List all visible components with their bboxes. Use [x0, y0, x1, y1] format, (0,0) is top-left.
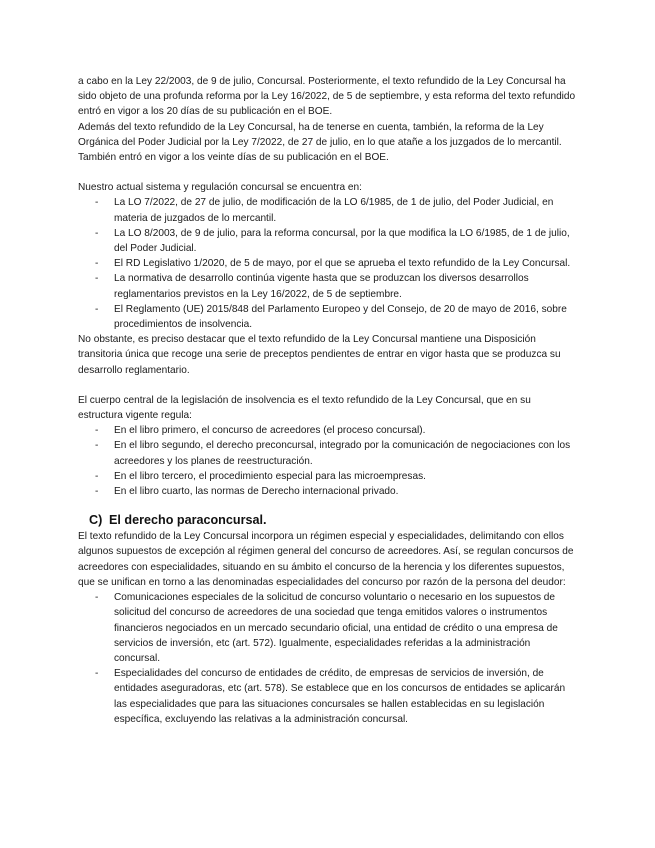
list-item: - Comunicaciones especiales de la solicitud de concurso voluntario o necesario en los supuestos de solicitud del concurso de acreedores de una sociedad que tenga emitidos valores o instrumentos financieros negociados en un mercado secundario oficial, una entidad de crédito o una empresa de servicios de inversión, etc (art. 572). Igualmente, especialidades referidas a la administración concursal.	[95, 592, 558, 664]
bullet-dash: -	[95, 592, 99, 604]
list-item: - La normativa de desarrollo continúa vigente hasta que se produzcan los diversos desarrollos reglamentarios previstos en la Ley 16/2022, de 5 de septiembre.	[95, 273, 529, 300]
bullet-dash: -	[95, 668, 99, 680]
bullet-dash: -	[95, 470, 99, 482]
section-heading	[78, 511, 578, 529]
document-body	[78, 74, 578, 727]
list-item: - La LO 8/2003, de 9 de julio, para la reforma concursal, por la que modifica la LO 6/1985, de 1 de julio, del Poder Judicial.	[95, 227, 570, 255]
list-item: - En el libro cuarto, las normas de Derecho internacional privado.	[78, 484, 578, 499]
bullet-dash: -	[95, 273, 99, 285]
bullet-dash: -	[95, 303, 99, 315]
section-paragraph: El texto refundido de la Ley Concursal incorpora un régimen especial y especialidades, delimitando con ellos algunos supuestos de excepción al régimen general del concurso de acreedores. Así, se regulan concursos de acreedores con especialidades, situando en su ámbito el concurso de la herencia y los diferentes supuestos, que se unifican en torno a las denominadas especialidades del concurso por razón de la persona del deudor:	[78, 531, 574, 588]
intro-paragraph-1: a cabo en la Ley 22/2003, de 9 de julio, Concursal. Posteriormente, el texto refundido de la Ley Concursal ha sido objeto de una profunda reforma por la Ley 16/2022, de 5 de septiembre, y esta reforma del texto refundido entró en vigor a los 20 días de su publicación en el BOE.	[78, 76, 576, 118]
list-item: - Especialidades del concurso de entidades de crédito, de empresas de servicios de inversión, de entidades aseguradoras, etc (art. 578). Se establece que en los concursos de entidades se aplicarán las especialidades que para las situaciones concursales se hallen establecidas en su legislación específica, excluyendo las relativas a la administración concursal.	[95, 668, 566, 725]
section-list	[78, 590, 578, 727]
list-item: - En el libro primero, el concurso de acreedores (el proceso concursal).	[78, 423, 578, 438]
list-item: - El Reglamento (UE) 2015/848 del Parlamento Europeo y del Consejo, de 20 de mayo de 2016, sobre procedimientos de insolvencia.	[95, 303, 567, 331]
section-number: C)	[89, 513, 103, 528]
bullet-dash: -	[95, 425, 99, 437]
structure-lead: El cuerpo central de la legislación de insolvencia es el texto refundido de la Ley Concursal, que en su estructura vigente regula:	[78, 394, 531, 422]
bullet-dash: -	[95, 227, 99, 239]
bullet-dash: -	[95, 197, 99, 209]
list-item: - La LO 7/2022, de 27 de julio, de modificación de la LO 6/1985, de 1 de julio, del Poder Judicial, en materia de juzgados de lo mercantil.	[95, 197, 554, 224]
system-note: No obstante, es preciso destacar que el texto refundido de la Ley Concursal mantiene una Disposición transitoria única que recoge una serie de preceptos pendientes de entrar en vigor hasta que se produzca su desarrollo reglamentario.	[78, 334, 561, 376]
bullet-dash: -	[95, 258, 99, 270]
list-item: - En el libro segundo, el derecho preconcursal, integrado por la comunicación de negociaciones con los acreedores y los planes de reestructuración.	[95, 440, 571, 467]
structure-list	[78, 423, 578, 499]
list-item: - En el libro tercero, el procedimiento especial para las microempresas.	[78, 469, 578, 484]
intro-paragraph-2: Además del texto refundido de la Ley Concursal, ha de tenerse en cuenta, también, la reforma de la Ley Orgánica del Poder Judicial por la Ley 7/2022, de 27 de julio, en lo que atañe a los juzgados de lo mercantil. También entró en vigor a los veinte días de su publicación en el BOE.	[78, 121, 562, 164]
bullet-dash: -	[95, 486, 99, 498]
bullet-dash: -	[95, 440, 99, 452]
list-item: - El RD Legislativo 1/2020, de 5 de mayo, por el que se aprueba el texto refundido de la Ley Concursal.	[78, 256, 578, 271]
system-lead: Nuestro actual sistema y regulación concursal se encuentra en:	[78, 182, 362, 194]
section-title: El derecho paraconcursal.	[109, 513, 267, 528]
system-list	[78, 195, 578, 332]
